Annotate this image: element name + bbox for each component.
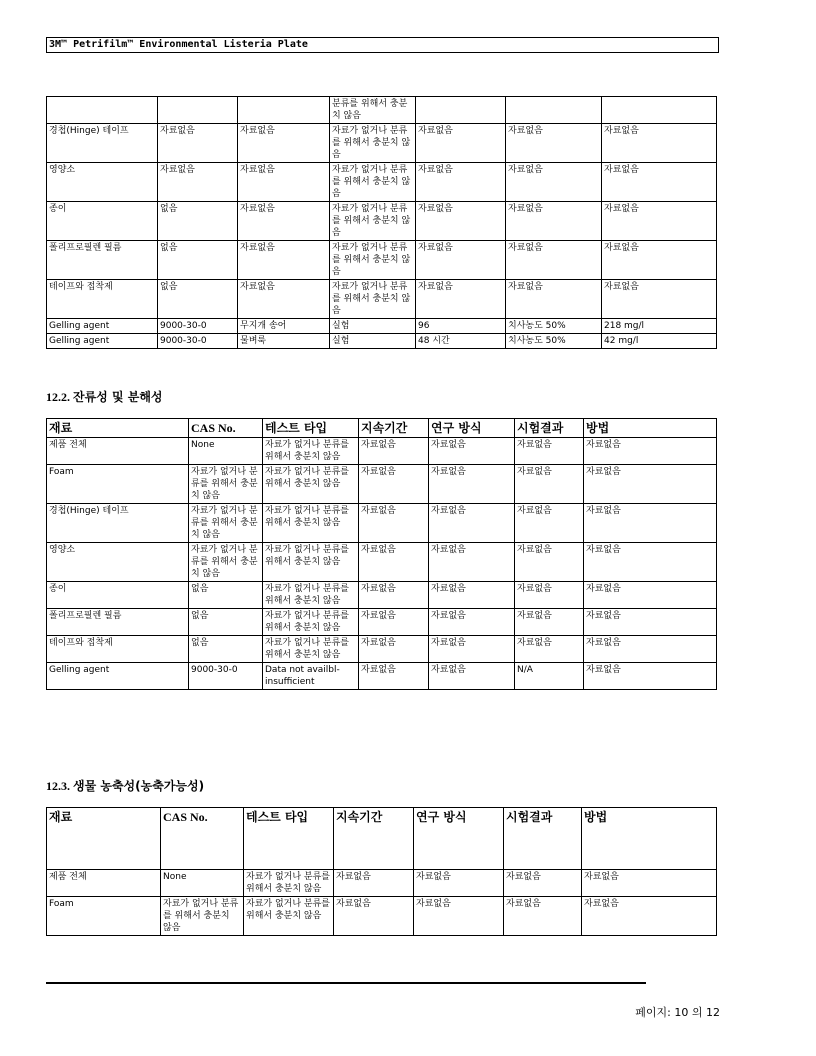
column-header: 연구 방식 [414,808,504,870]
table-cell: 자료없음 [429,663,515,690]
table-cell: 없음 [189,609,263,636]
table-cell: 자료없음 [359,609,429,636]
column-header: 방법 [582,808,717,870]
table-cell: 없음 [158,202,238,241]
table-cell: None [161,870,244,897]
table-cell: 물벼룩 [238,334,330,349]
table-cell: 자료없음 [429,636,515,663]
table-cell: 자료없음 [515,609,584,636]
table-cell: 자료없음 [429,582,515,609]
table-cell: 자료없음 [359,438,429,465]
table-cell: 자료없음 [504,897,582,936]
table-cell: 자료없음 [602,202,717,241]
table-cell: Data not availbl-insufficient [263,663,359,690]
table-cell: 폴리프로필렌 필름 [47,609,189,636]
table-cell: 자료없음 [515,465,584,504]
section-number: 12.3. [46,779,70,793]
table-cell: Foam [47,465,189,504]
table-cell: 자료없음 [515,438,584,465]
table-cell: 9000-30-0 [189,663,263,690]
table-cell: 종이 [47,202,158,241]
table-cell: 제품 전체 [47,438,189,465]
table-cell: Gelling agent [47,319,158,334]
table-cell: 자료없음 [416,280,506,319]
table-cell: 자료없음 [429,504,515,543]
table-cell: 자료가 없거나 분류를 위해서 충분치 않음 [244,870,334,897]
table-cell: 자료없음 [429,543,515,582]
table-cell: 자료없음 [359,504,429,543]
column-header: 연구 방식 [429,419,515,438]
table-cell: 자료없음 [602,241,717,280]
table-cell: 자료가 없거나 분류를 위해서 충분치 않음 [263,609,359,636]
table-cell: 경첩(Hinge) 테이프 [47,124,158,163]
table-cell: 종이 [47,582,189,609]
table-cell: 자료없음 [238,124,330,163]
table-cell: 자료없음 [414,870,504,897]
ecotoxicity-table [46,96,717,349]
table-cell: 자료없음 [515,582,584,609]
table-cell: 자료가 없거나 분류를 위해서 충분치 않음 [263,504,359,543]
table-cell: 96 [416,319,506,334]
table-cell: 자료없음 [158,124,238,163]
section-12-2-title [46,388,163,405]
table-cell: 자료없음 [359,636,429,663]
column-header: CAS No. [189,419,263,438]
table-row [47,504,717,543]
table-cell: 자료없음 [515,543,584,582]
table-cell: 테이프와 접착제 [47,280,158,319]
table-row [47,543,717,582]
table-row [47,609,717,636]
table-cell: 9000-30-0 [158,334,238,349]
table-cell: 자료없음 [584,438,717,465]
table-cell: 자료가 없거나 분류를 위해서 충분치 않음 [263,543,359,582]
table-cell: 자료없음 [506,163,602,202]
table-cell [47,97,158,124]
footer-divider [46,982,646,984]
section-12-3-title [46,777,204,794]
table-cell: 자료없음 [429,438,515,465]
table-cell: 자료없음 [504,870,582,897]
table-cell: 자료없음 [359,663,429,690]
column-header: 시험결과 [504,808,582,870]
table-cell [506,97,602,124]
table-cell: 자료없음 [506,241,602,280]
table-cell: 자료없음 [238,280,330,319]
table-cell: 실험 [330,319,416,334]
table-cell: 경첩(Hinge) 테이프 [47,504,189,543]
table-cell: 자료없음 [416,241,506,280]
table-cell: 자료없음 [334,897,414,936]
table-row [47,163,717,202]
table-cell: 자료없음 [334,870,414,897]
table-cell: 자료없음 [416,202,506,241]
table-cell: 자료없음 [602,280,717,319]
table-cell: 분류를 위해서 충분치 않음 [330,97,416,124]
table-cell: 자료없음 [359,582,429,609]
table-cell: 자료가 없거나 분류를 위해서 충분치 않음 [161,897,244,936]
table-cell: 자료없음 [359,543,429,582]
table-cell: 자료없음 [359,465,429,504]
table-cell: 자료가 없거나 분류를 위해서 충분치 않음 [244,897,334,936]
table-cell: 자료가 없거나 분류를 위해서 충분치 않음 [189,465,263,504]
table-cell: N/A [515,663,584,690]
table-row [47,636,717,663]
table-cell: 자료없음 [582,897,717,936]
section-heading: 생물 농축성(농축가능성) [73,779,205,793]
column-header: 방법 [584,419,717,438]
table-cell: 자료가 없거나 분류를 위해서 충분치 않음 [263,438,359,465]
table-cell [238,97,330,124]
table-cell: 자료가 없거나 분류를 위해서 충분치 않음 [263,636,359,663]
table-cell: 무지개 송어 [238,319,330,334]
table-cell: 실험 [330,334,416,349]
table-cell: 치사농도 50% [506,334,602,349]
table-cell: 영양소 [47,163,158,202]
column-header: 지속기간 [334,808,414,870]
table-cell: 자료없음 [515,636,584,663]
table-cell [416,97,506,124]
table-row [47,897,717,936]
table-cell: 자료가 없거나 분류를 위해서 충분치 않음 [330,280,416,319]
column-header: 시험결과 [515,419,584,438]
table-cell: 자료없음 [515,504,584,543]
column-header: CAS No. [161,808,244,870]
table-cell: 자료가 없거나 분류를 위해서 충분치 않음 [330,241,416,280]
table-cell: 9000-30-0 [158,319,238,334]
table-row [47,438,717,465]
table-cell: Gelling agent [47,334,158,349]
table-cell: 자료가 없거나 분류를 위해서 충분치 않음 [189,504,263,543]
table-cell: 자료없음 [602,163,717,202]
table-row [47,241,717,280]
table-cell: Gelling agent [47,663,189,690]
table-cell: 자료없음 [429,609,515,636]
table-cell: 자료없음 [602,124,717,163]
table-cell: 폴리프로필렌 필름 [47,241,158,280]
table-cell: 자료없음 [584,543,717,582]
table-cell: 자료없음 [158,163,238,202]
table-cell: 자료가 없거나 분류를 위해서 충분치 않음 [330,163,416,202]
table-cell [602,97,717,124]
table-cell: 제품 전체 [47,870,161,897]
table-cell: 48 시간 [416,334,506,349]
table-cell: 자료없음 [416,163,506,202]
table-cell: 자료없음 [506,280,602,319]
table-cell: 자료없음 [429,465,515,504]
table-cell: 자료없음 [582,870,717,897]
table-cell: 자료없음 [506,124,602,163]
table-cell: 자료없음 [584,582,717,609]
column-header: 지속기간 [359,419,429,438]
table-cell: 자료가 없거나 분류를 위해서 충분치 않음 [189,543,263,582]
table-row [47,465,717,504]
table-cell: 없음 [189,582,263,609]
table-row [47,663,717,690]
table-cell: 자료가 없거나 분류를 위해서 충분치 않음 [263,582,359,609]
table-cell: 자료가 없거나 분류를 위해서 충분치 않음 [330,124,416,163]
persistence-degradability-table [46,418,717,690]
table-cell: 없음 [158,241,238,280]
table-cell: 없음 [189,636,263,663]
table-cell: 테이프와 접착제 [47,636,189,663]
column-header: 재료 [47,808,161,870]
bioaccumulation-table [46,807,717,936]
table-cell: Foam [47,897,161,936]
table-row [47,870,717,897]
table-row [47,582,717,609]
page-number: 페이지: 10 의 12 [635,1006,720,1019]
table-row [47,97,717,124]
column-header: 테스트 타입 [263,419,359,438]
table-cell: 자료없음 [584,636,717,663]
table-cell: 치사농도 50% [506,319,602,334]
table-cell: 자료없음 [238,163,330,202]
table-row [47,319,717,334]
table-cell: 없음 [158,280,238,319]
table-cell: None [189,438,263,465]
table-cell: 자료없음 [416,124,506,163]
table-cell: 218 mg/l [602,319,717,334]
table-cell: 자료없음 [584,504,717,543]
table-cell: 자료가 없거나 분류를 위해서 충분치 않음 [263,465,359,504]
table-cell: 자료없음 [238,241,330,280]
table-cell: 영양소 [47,543,189,582]
table-cell: 자료없음 [584,465,717,504]
table-row [47,124,717,163]
column-header: 재료 [47,419,189,438]
table-cell: 자료없음 [506,202,602,241]
table-cell: 자료없음 [584,609,717,636]
table-cell: 자료가 없거나 분류를 위해서 충분치 않음 [330,202,416,241]
table-cell: 자료없음 [584,663,717,690]
section-number: 12.2. [46,390,70,404]
table-cell [158,97,238,124]
table-cell: 자료없음 [414,897,504,936]
table-row [47,202,717,241]
table-cell: 42 mg/l [602,334,717,349]
column-header: 테스트 타입 [244,808,334,870]
table-cell: 자료없음 [238,202,330,241]
table-row [47,280,717,319]
document-header: 3M™ Petrifilm™ Environmental Listeria Plate [46,37,719,53]
section-heading: 잔류성 및 분해성 [73,390,163,404]
table-row [47,334,717,349]
